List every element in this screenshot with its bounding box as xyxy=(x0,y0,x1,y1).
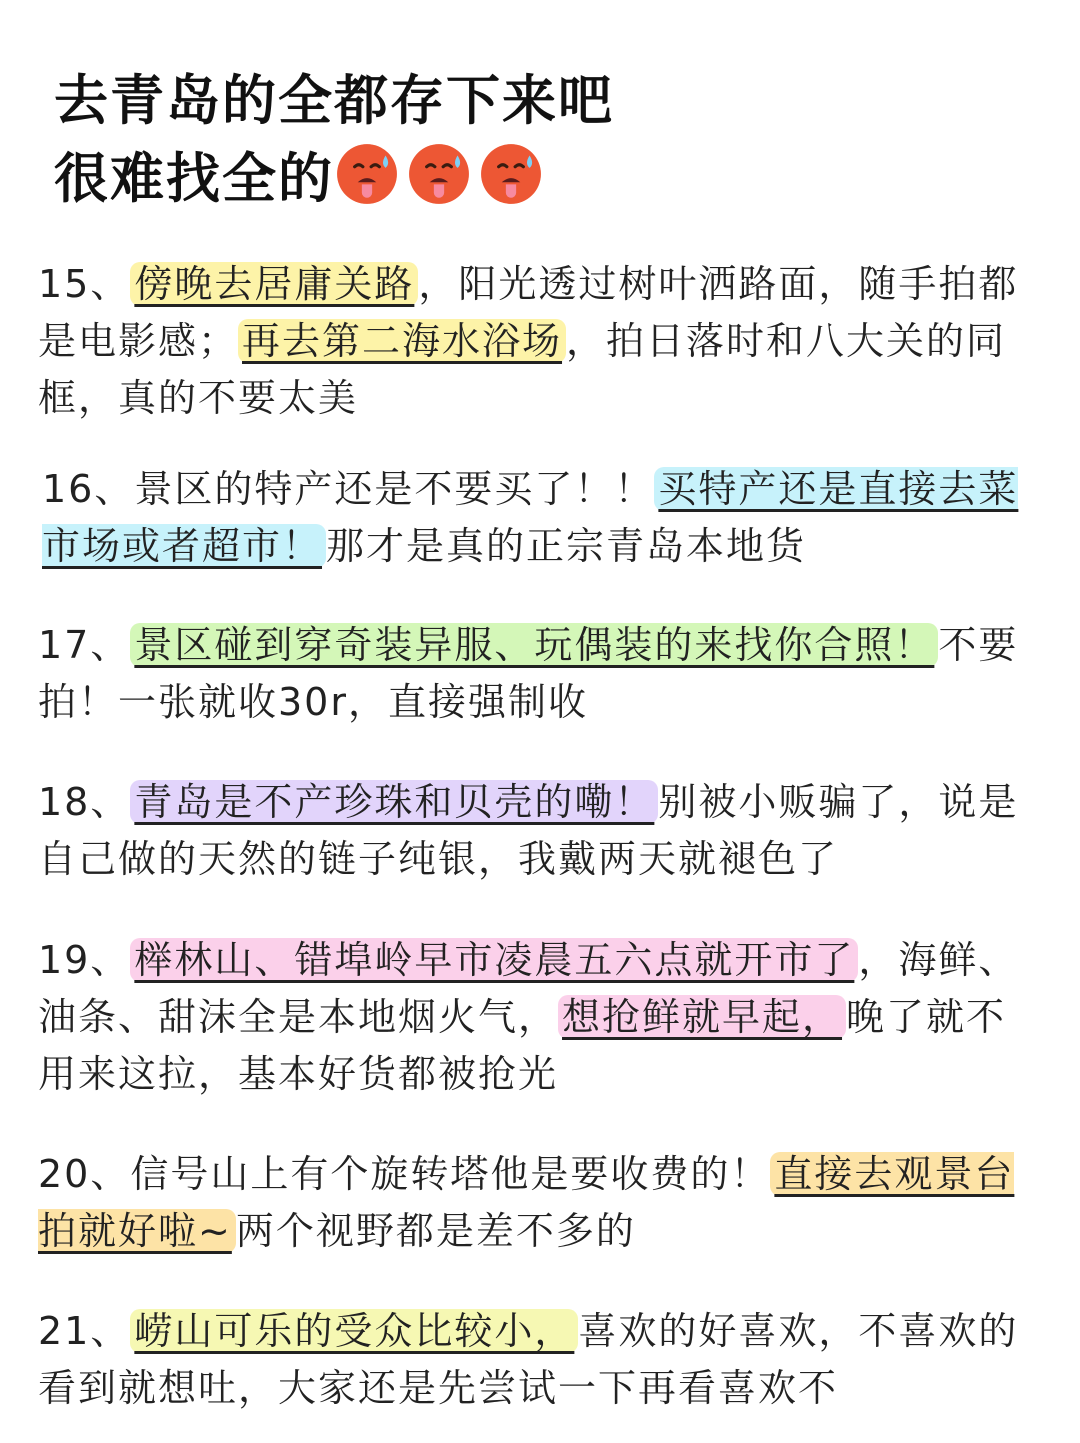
tip-highlight: 直接去观景台拍就好啦~ xyxy=(38,1152,1015,1253)
tip-text: ，拍日落时和八大关的同框，真的不要太美 xyxy=(38,319,1007,420)
tip-highlight: 再去第二海水浴场 xyxy=(238,319,566,363)
tip-highlight: 青岛是不产珍珠和贝壳的嘞！ xyxy=(130,780,658,824)
tip-highlight: 想抢鲜就早起， xyxy=(558,995,846,1039)
hot-face-emoji-icon xyxy=(334,141,400,207)
tip-text: 信号山上有个旋转塔他是要收费的！ xyxy=(130,1152,771,1196)
tip-text: ，海鲜、油条、甜沫全是本地烟火气， xyxy=(38,938,1019,1039)
tip-15 xyxy=(38,256,1038,427)
hot-face-emoji-icon xyxy=(406,141,472,207)
tip-highlight: 景区碰到穿奇装异服、玩偶装的来找你合照！ xyxy=(130,623,938,667)
tip-highlight: 傍晚去居庸关路 xyxy=(130,262,418,306)
tip-19 xyxy=(38,932,1038,1103)
tip-text: 别被小贩骗了，说是自己做的天然的链子纯银，我戴两天就褪色了 xyxy=(38,780,1019,881)
tip-number: 19、 xyxy=(38,938,131,982)
title-line-2-text: 很难找全的 xyxy=(54,147,334,210)
tip-16 xyxy=(42,461,1042,575)
tip-text: 不要拍！一张就收30r，直接强制收 xyxy=(38,623,1019,724)
page-title xyxy=(54,62,614,218)
tip-text: 景区的特产还是不要买了！！ xyxy=(134,467,655,511)
tip-text: ，阳光透过树叶洒路面，随手拍都是电影感； xyxy=(38,262,1019,363)
tip-number: 15、 xyxy=(38,262,131,306)
tip-text: 晚了就不用来这拉，基本好货都被抢光 xyxy=(38,995,1007,1096)
tip-17 xyxy=(38,617,1038,731)
tip-number: 20、 xyxy=(38,1152,131,1196)
tip-number: 18、 xyxy=(38,780,131,824)
tip-20 xyxy=(38,1146,1038,1260)
tip-text: 那才是真的正宗青岛本地货 xyxy=(326,524,807,568)
tip-number: 17、 xyxy=(38,623,131,667)
tip-highlight: 买特产还是直接去菜市场或者超市！ xyxy=(42,467,1019,568)
tip-text: 喜欢的好喜欢，不喜欢的看到就想吐，大家还是先尝试一下再看喜欢不 xyxy=(38,1309,1019,1410)
tip-number: 21、 xyxy=(38,1309,131,1353)
tip-18 xyxy=(38,774,1038,888)
title-line-2 xyxy=(54,140,614,218)
tip-21 xyxy=(38,1303,1038,1417)
tip-text: 两个视野都是差不多的 xyxy=(235,1209,636,1253)
tip-number: 16、 xyxy=(42,467,135,511)
tip-highlight: 榉林山、错埠岭早市凌晨五六点就开市了 xyxy=(130,938,858,982)
tip-highlight: 崂山可乐的受众比较小， xyxy=(130,1309,578,1353)
hot-face-emoji-icon xyxy=(478,141,544,207)
title-line-1: 去青岛的全都存下来吧 xyxy=(54,69,614,132)
